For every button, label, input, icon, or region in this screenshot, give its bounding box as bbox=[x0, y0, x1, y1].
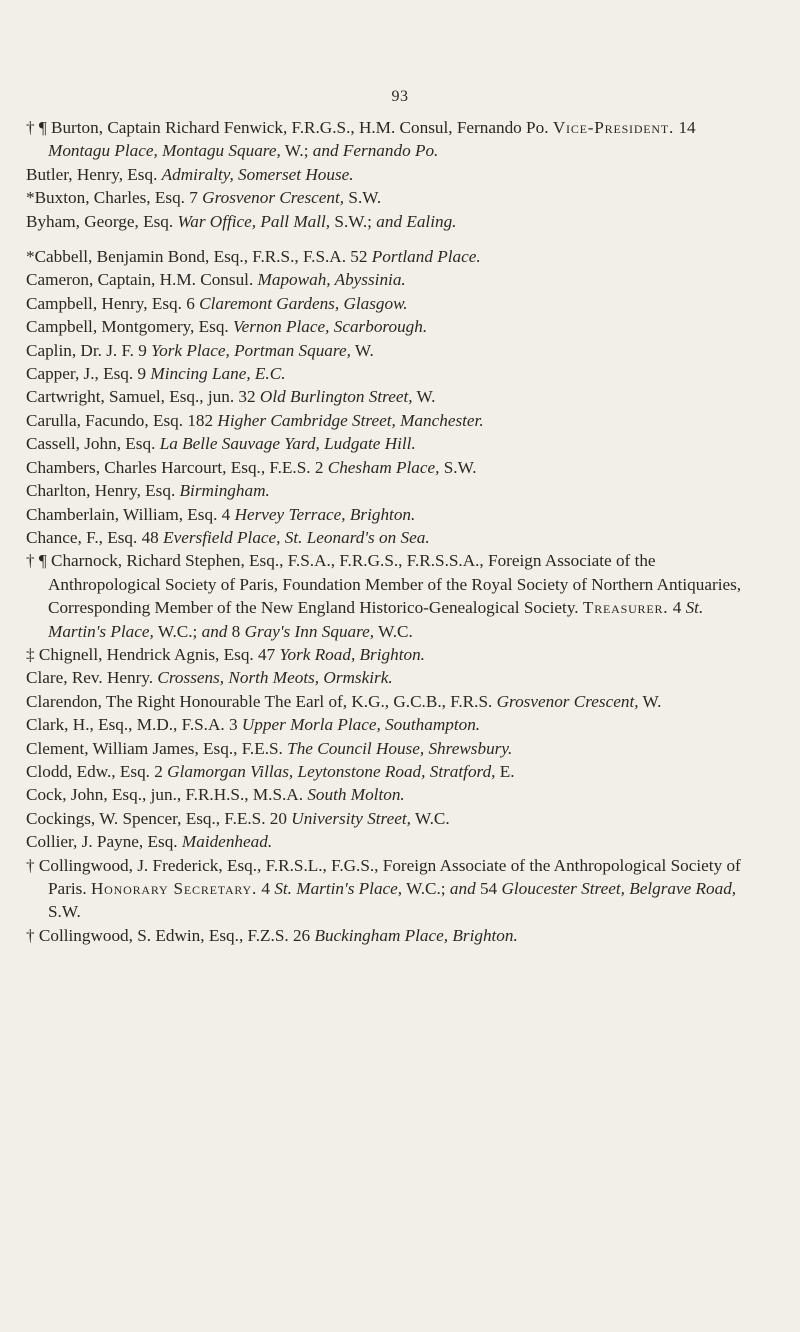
member-entry bbox=[0, 643, 752, 666]
entry-text: S.W. bbox=[439, 457, 477, 477]
address-text: and Fernando Po. bbox=[312, 141, 439, 161]
member-entry bbox=[0, 163, 752, 186]
address-text: Old Burlington Street, bbox=[259, 387, 413, 407]
member-entry bbox=[0, 292, 752, 315]
address-text: Admiralty, Somerset House. bbox=[161, 164, 354, 184]
member-entry bbox=[0, 760, 752, 783]
entry-text: Chamberlain, William, Esq. 4 bbox=[26, 504, 235, 524]
member-entry bbox=[0, 526, 752, 549]
entry-text: W. bbox=[412, 387, 436, 407]
address-text: Portland Place. bbox=[371, 247, 481, 267]
address-text: Mapowah, Abyssinia. bbox=[257, 270, 406, 290]
office-title: Vice-President. bbox=[552, 118, 675, 137]
member-entry bbox=[0, 362, 752, 385]
member-entry bbox=[0, 713, 752, 736]
entry-text: E. bbox=[495, 761, 515, 781]
entry-text: Cartwright, Samuel, Esq., jun. 32 bbox=[26, 387, 260, 407]
address-text: and bbox=[201, 621, 228, 641]
entry-text: Charlton, Henry, Esq. bbox=[26, 481, 180, 501]
member-entry bbox=[0, 210, 752, 233]
entry-text: † Collingwood, J. Frederick, Esq., F.R.S.L., F.G.S., Foreign Associate of the Anthropological Society of Paris. bbox=[26, 855, 741, 898]
address-text: Gloucester Street, Belgrave Road, bbox=[501, 879, 737, 898]
address-text: Upper Morla Place, Southampton. bbox=[241, 715, 481, 735]
member-entry bbox=[0, 315, 752, 338]
address-text: Crossens, North Meots, Ormskirk. bbox=[157, 668, 393, 688]
entry-text: † ¶ Burton, Captain Richard Fenwick, F.R.G.S., H.M. Consul, Fernando Po. bbox=[26, 118, 553, 137]
address-text: University Street, bbox=[291, 808, 411, 828]
entry-text: Cameron, Captain, H.M. Consul. bbox=[26, 270, 258, 290]
entry-text: Cassell, John, Esq. bbox=[26, 434, 160, 454]
member-entry bbox=[0, 456, 752, 479]
member-entry bbox=[0, 503, 752, 526]
entry-text: Chambers, Charles Harcourt, Esq., F.E.S. 2 bbox=[26, 457, 328, 477]
address-text: Grosvenor Crescent, bbox=[202, 188, 345, 208]
member-entry bbox=[0, 807, 752, 830]
address-text: Chesham Place, bbox=[327, 457, 440, 477]
entry-text: † Collingwood, S. Edwin, Esq., F.Z.S. 26 bbox=[26, 925, 315, 945]
entry-text: *Buxton, Charles, Esq. 7 bbox=[26, 188, 203, 208]
address-text: Birmingham. bbox=[179, 481, 270, 501]
entry-text: Clarendon, The Right Honourable The Earl of, K.G., G.C.B., F.R.S. bbox=[26, 691, 497, 711]
entry-text: Clement, William James, Esq., F.E.S. bbox=[26, 738, 288, 758]
member-entry bbox=[0, 245, 752, 268]
entry-text: Clark, H., Esq., M.D., F.S.A. 3 bbox=[26, 715, 242, 735]
entry-text: Cock, John, Esq., jun., F.R.H.S., M.S.A. bbox=[26, 785, 308, 805]
entry-text: W.C.; bbox=[153, 621, 202, 641]
address-text: Grosvenor Crescent, bbox=[496, 691, 639, 711]
entry-text: W.C. bbox=[410, 808, 450, 828]
entry-text: Byham, George, Esq. bbox=[26, 211, 178, 231]
member-entry bbox=[0, 186, 752, 209]
address-text: Buckingham Place, Brighton. bbox=[314, 925, 518, 945]
address-text: St. Martin's Place, bbox=[274, 879, 403, 898]
address-text: York Place, Portman Square, bbox=[151, 340, 351, 360]
member-entry bbox=[0, 737, 752, 760]
address-text: and bbox=[449, 879, 476, 898]
member-entry bbox=[0, 116, 752, 163]
entry-text: 14 bbox=[674, 118, 696, 137]
address-text: War Office, Pall Mall, bbox=[177, 211, 331, 231]
entry-text: Campbell, Montgomery, Esq. bbox=[26, 317, 234, 337]
address-text: Claremont Gardens, Glasgow. bbox=[199, 293, 408, 313]
member-entry bbox=[0, 268, 752, 291]
entry-text: Butler, Henry, Esq. bbox=[26, 164, 162, 184]
member-list bbox=[0, 116, 800, 947]
address-text: Gray's Inn Square, bbox=[244, 621, 375, 641]
address-text: Eversfield Place, St. Leonard's on Sea. bbox=[163, 527, 430, 547]
entry-text: Capper, J., Esq. 9 bbox=[26, 364, 151, 384]
address-text: Higher Cambridge Street, Manchester. bbox=[217, 410, 484, 430]
entry-text: *Cabbell, Benjamin Bond, Esq., F.R.S., F.S.A. 52 bbox=[26, 247, 372, 267]
entry-text: W.C. bbox=[374, 621, 413, 641]
entry-text: Caplin, Dr. J. F. 9 bbox=[26, 340, 152, 360]
entry-text: S.W. bbox=[344, 188, 382, 208]
entry-text: S.W.; bbox=[330, 211, 377, 231]
member-entry bbox=[0, 666, 752, 689]
member-entry bbox=[0, 339, 752, 362]
address-text: York Road, Brighton. bbox=[279, 644, 425, 664]
member-entry bbox=[0, 409, 752, 432]
entry-text: Cockings, W. Spencer, Esq., F.E.S. 20 bbox=[26, 808, 292, 828]
address-text: Maidenhead. bbox=[181, 832, 273, 852]
entry-text: W. bbox=[350, 340, 374, 360]
entry-text: Campbell, Henry, Esq. 6 bbox=[26, 293, 200, 313]
page-number: 93 bbox=[391, 88, 409, 105]
entry-text: W.C.; bbox=[402, 879, 450, 898]
member-entry bbox=[0, 385, 752, 408]
address-text: Mincing Lane, E.C. bbox=[150, 364, 286, 384]
address-text: Montagu Place, Montagu Square, bbox=[48, 141, 281, 161]
office-title: Honorary Secretary. bbox=[90, 879, 258, 898]
member-entry bbox=[0, 783, 752, 806]
member-entry bbox=[0, 690, 752, 713]
address-text: and Ealing. bbox=[376, 211, 457, 231]
entry-text: Carulla, Facundo, Esq. 182 bbox=[26, 410, 218, 430]
entry-text: Collier, J. Payne, Esq. bbox=[26, 832, 182, 852]
member-entry bbox=[0, 479, 752, 502]
entry-text: † ¶ Charnock, Richard Stephen, Esq., F.S.A., F.R.G.S., F.R.S.S.A., Foreign Associate of the Anthropological Society of Paris, Foundation Member of the Royal Society of Northern Antiquaries, Corresponding Member of the New England Historico-Genealogical Society. bbox=[26, 551, 742, 618]
entry-text: Clare, Rev. Henry. bbox=[26, 668, 158, 688]
member-entry bbox=[0, 549, 752, 643]
entry-text: W.; bbox=[280, 141, 313, 161]
entry-text: W. bbox=[638, 691, 662, 711]
entry-text: 4 bbox=[668, 598, 686, 618]
address-text: The Council House, Shrewsbury. bbox=[287, 738, 513, 758]
member-entry bbox=[0, 432, 752, 455]
entry-text: 54 bbox=[475, 879, 502, 898]
member-entry bbox=[0, 830, 752, 853]
address-text: St. Martin's Place, bbox=[48, 598, 704, 641]
entry-text: ‡ Chignell, Hendrick Agnis, Esq. 47 bbox=[26, 644, 280, 664]
address-text: Glamorgan Villas, Leytonstone Road, Stratford, bbox=[167, 761, 496, 781]
entry-text: 4 bbox=[257, 879, 275, 898]
entry-text: 8 bbox=[227, 621, 245, 641]
address-text: Vernon Place, Scarborough. bbox=[233, 317, 428, 337]
member-entry bbox=[0, 924, 752, 947]
address-text: South Molton. bbox=[307, 785, 405, 805]
entry-text: Clodd, Edw., Esq. 2 bbox=[26, 761, 168, 781]
entry-text: Chance, F., Esq. 48 bbox=[26, 527, 164, 547]
entry-text: S.W. bbox=[48, 902, 81, 922]
address-text: Hervey Terrace, Brighton. bbox=[234, 504, 416, 524]
member-entry bbox=[0, 854, 752, 924]
address-text: La Belle Sauvage Yard, Ludgate Hill. bbox=[159, 434, 416, 454]
office-title: Treasurer. bbox=[582, 598, 669, 618]
